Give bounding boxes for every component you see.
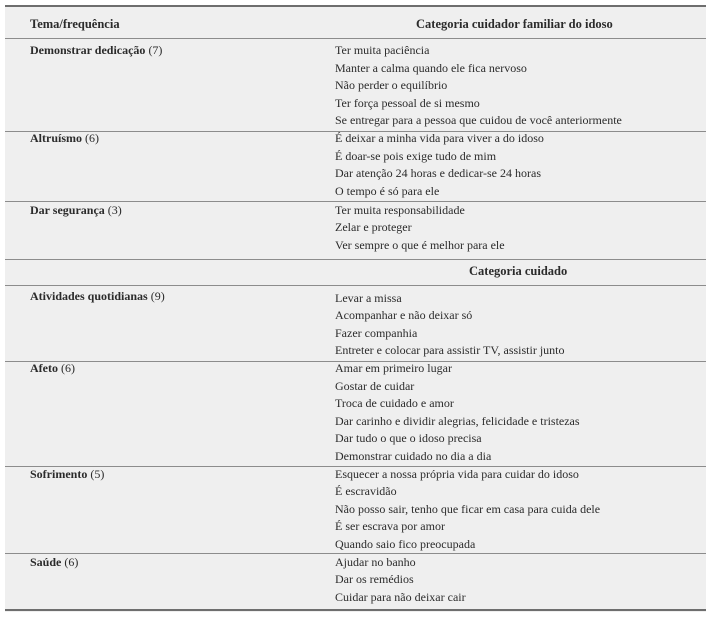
data-table (5, 5, 706, 612)
list-item: Ter muita paciência (335, 43, 430, 57)
list-item: Acompanhar e não deixar só (335, 308, 473, 322)
list-item: Não perder o equilíbrio (335, 78, 448, 92)
list-item: Dar os remédios (335, 572, 414, 586)
bottom-rule (5, 609, 706, 611)
list-item: Amar em primeiro lugar (335, 361, 452, 375)
list-item: Cuidar para não deixar cair (335, 590, 466, 604)
list-item: Zelar e proteger (335, 220, 412, 234)
list-item: Esquecer a nossa própria vida para cuidar do idoso (335, 467, 579, 481)
list-item: É escravidão (335, 484, 397, 498)
theme-label: Altruísmo (6) (30, 131, 99, 145)
list-item: Fazer companhia (335, 326, 418, 340)
list-item: Manter a calma quando ele fica nervoso (335, 61, 527, 75)
list-item: O tempo é só para ele (335, 184, 440, 198)
header-theme: Tema/frequência (30, 17, 120, 31)
list-item: Ter força pessoal de si mesmo (335, 96, 480, 110)
list-item: Quando saio fico preocupada (335, 537, 476, 551)
list-item: Entreter e colocar para assistir TV, assistir junto (335, 343, 565, 357)
list-item: Dar tudo o que o idoso precisa (335, 431, 482, 445)
list-item: Ajudar no banho (335, 555, 416, 569)
section-header-rule (5, 285, 706, 286)
list-item: Dar carinho e dividir alegrias, felicidade e tristezas (335, 414, 580, 428)
header-rule (5, 38, 706, 39)
list-item: Não posso sair, tenho que ficar em casa para cuida dele (335, 502, 601, 516)
list-item: Troca de cuidado e amor (335, 396, 454, 410)
theme-label: Afeto (6) (30, 361, 75, 375)
list-item: Demonstrar cuidado no dia a dia (335, 449, 492, 463)
theme-label: Saúde (6) (30, 555, 79, 569)
section-rule (5, 259, 706, 260)
list-item: Dar atenção 24 horas e dedicar-se 24 horas (335, 166, 541, 180)
list-item: Ter muita responsabilidade (335, 203, 465, 217)
theme-label: Dar segurança (3) (30, 203, 122, 217)
list-item: Se entregar para a pessoa que cuidou de você anteriormente (335, 113, 622, 127)
top-rule (5, 5, 706, 7)
list-item: Ver sempre o que é melhor para ele (335, 238, 505, 252)
list-item: Levar a missa (335, 291, 402, 305)
list-item: É ser escrava por amor (335, 519, 445, 533)
list-item: Gostar de cuidar (335, 379, 415, 393)
section-header: Categoria cuidado (469, 264, 568, 278)
list-item: É doar-se pois exige tudo de mim (335, 149, 497, 163)
theme-label: Atividades quotidianas (9) (30, 289, 165, 303)
header-category: Categoria cuidador familiar do idoso (416, 17, 613, 31)
theme-label: Sofrimento (5) (30, 467, 105, 481)
theme-label: Demonstrar dedicação (7) (30, 43, 163, 57)
list-item: É deixar a minha vida para viver a do idoso (335, 131, 544, 145)
